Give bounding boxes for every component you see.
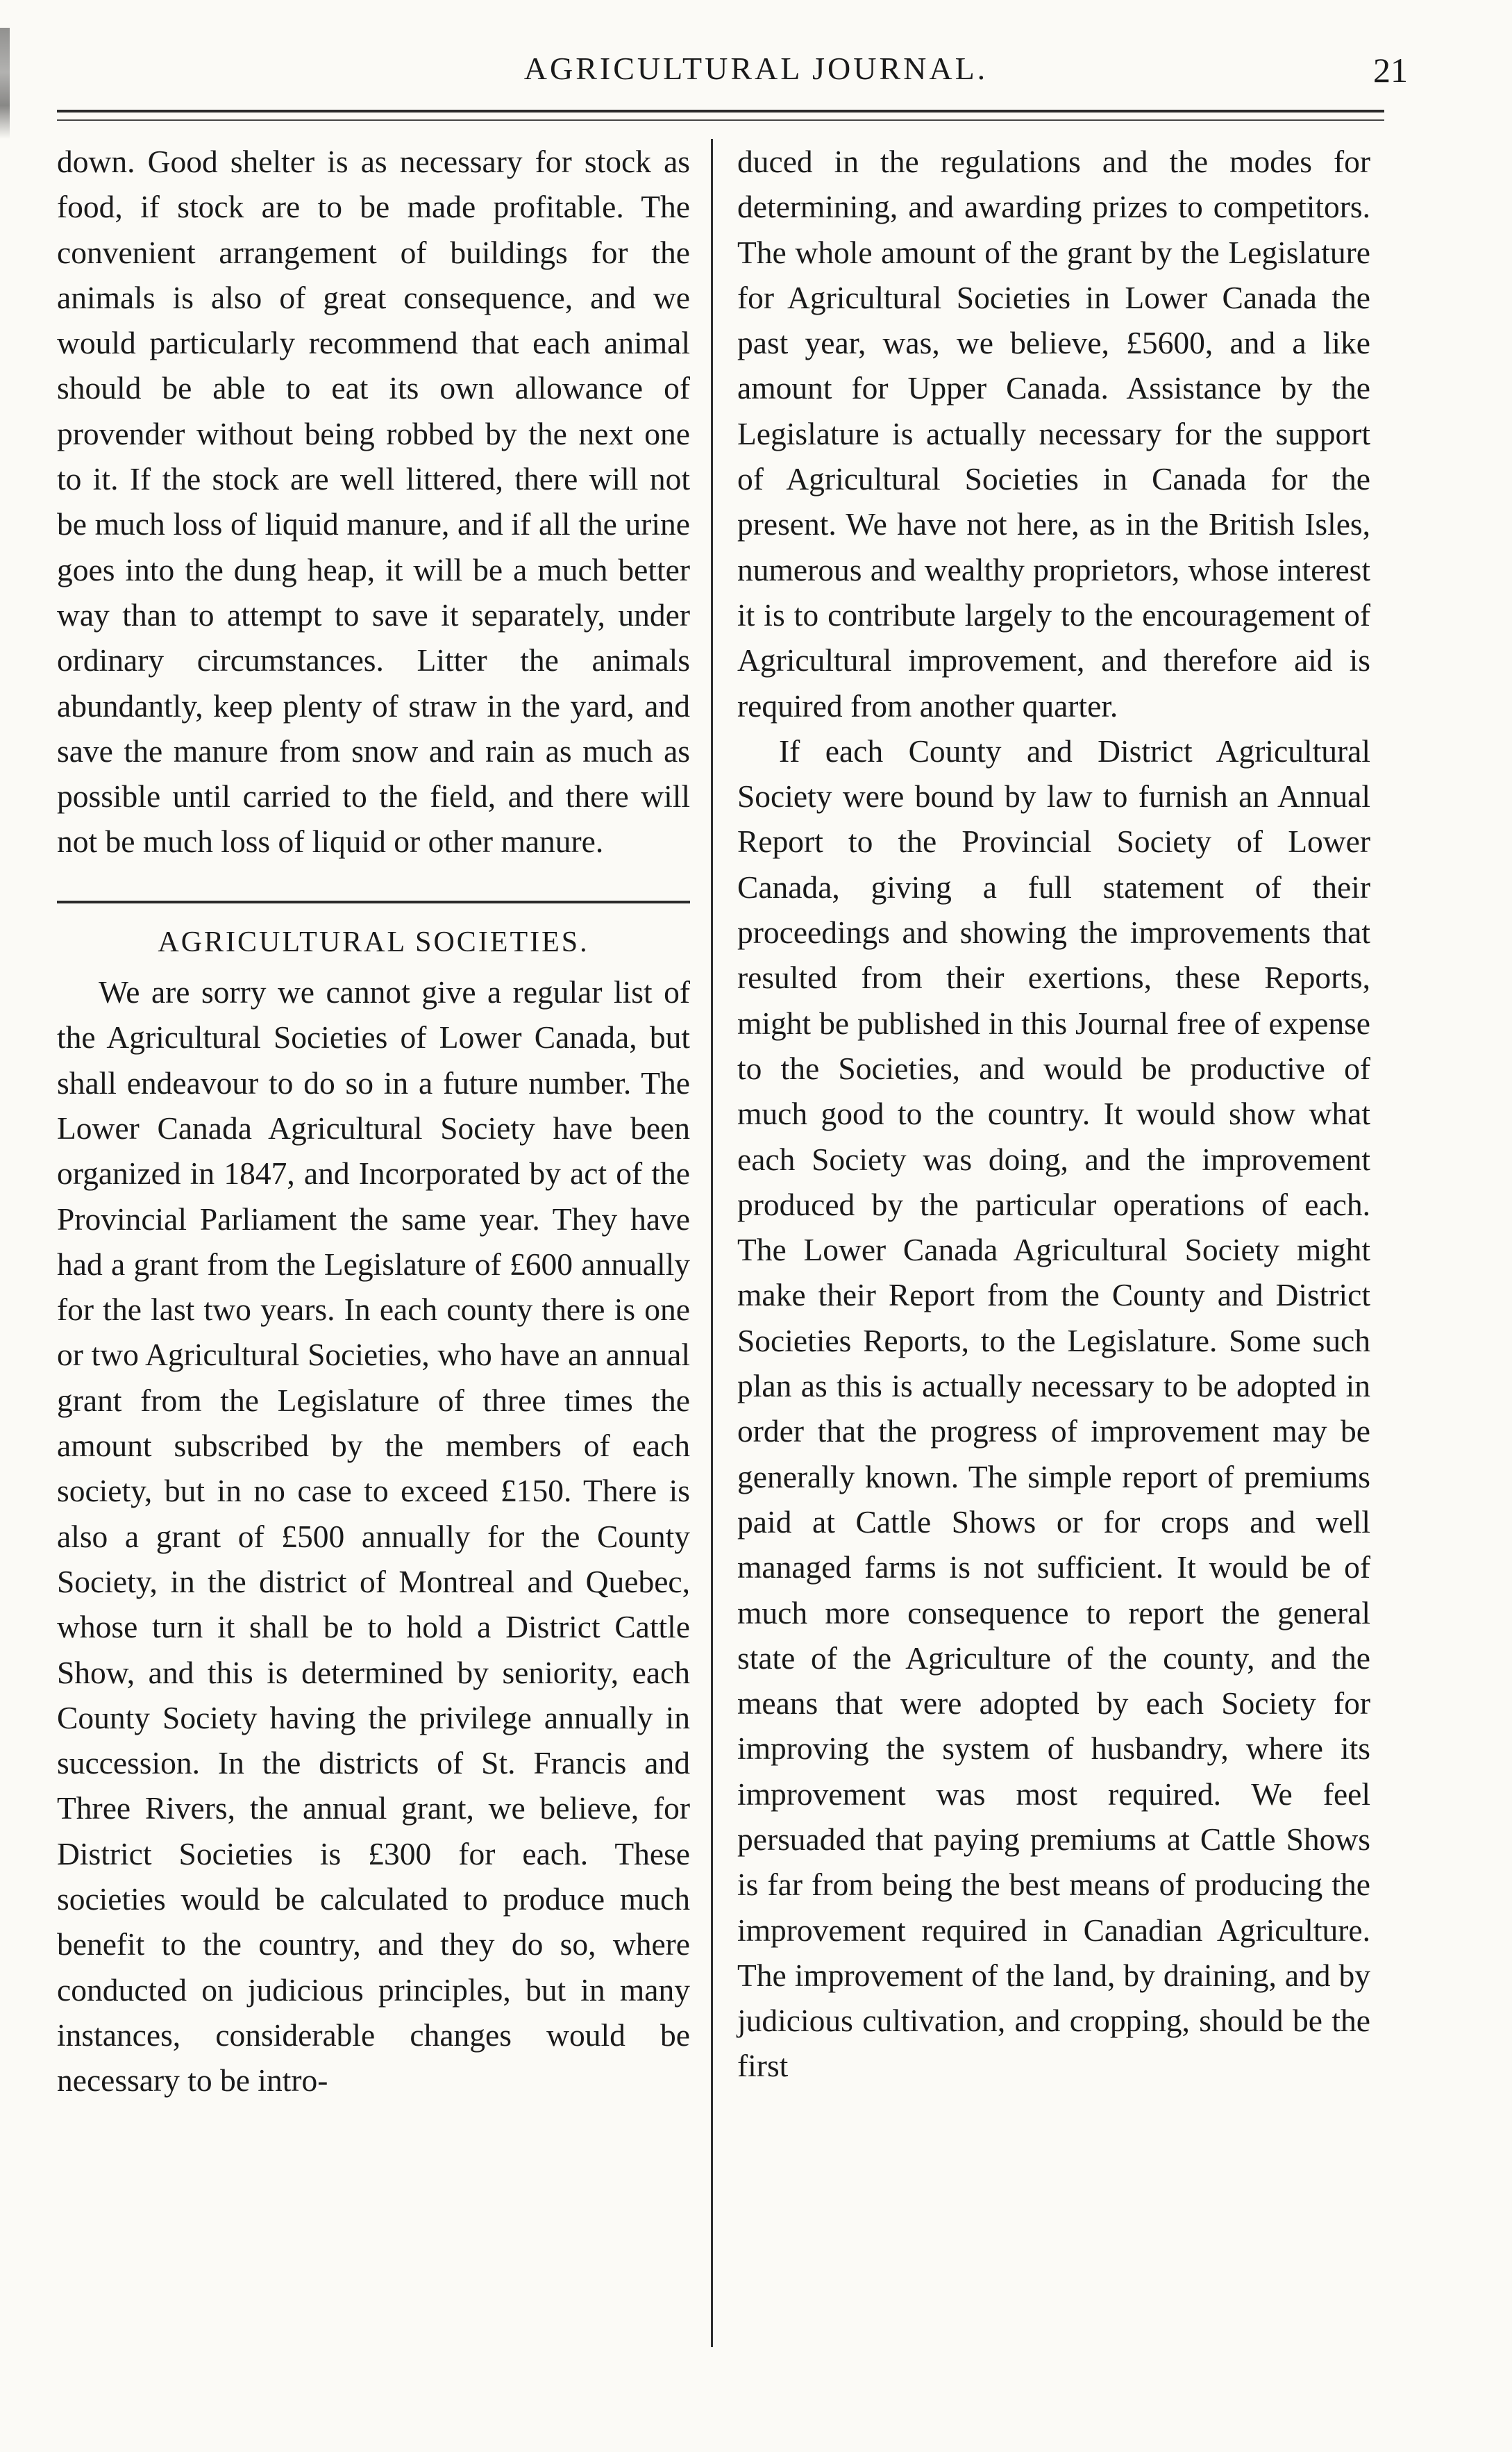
section-divider	[57, 901, 690, 903]
paragraph-reports: If each County and District Agricultural Society were bound by law to furnish an Annual Report to the Provincial Society of Lower Canada, giving a full statement of their proceedings and showing the improvements that resulted from their exertions, these Reports, might be published in this Journal free of expense to the Societies, and would be productive of much good to the country. It would show what each Society was doing, and the improvement produced by the particular operations of each. The Lower Canada Agricultural Society might make their Report from the County and District Societies Reports, to the Legislature. Some such plan as this is actually necessary to be adopted in order that the progress of improvement may be generally known. The simple report of premiums paid at Cattle Shows or for crops and well managed farms is not sufficient. It would be of much more consequence to report the general state of the Agriculture of the county, and the means that were adopted by each Society for improving the system of husbandry, where its improvement was most required. We feel persuaded that paying premiums at Cattle Shows is far from being the best means of producing the improvement required in Canadian Agriculture. The improvement of the land, by draining, and by judicious cultivation, and cropping, should be the first	[737, 733, 1370, 2084]
paragraph-societies: We are sorry we cannot give a regular list of the Agricultural Societies of Lower Canada, but shall endeavour to do so in a future number. The Lower Canada Agricultural Society have been organized in 1847, and Incorporated by act of the Provincial Parliament the same year. They have had a grant from the Legislature of £600 annually for the last two years. In each county there is one or two Agricultural Societies, who have an annual grant from the Legislature of three times the amount subscribed by the members of each society, but in no case to exceed £150. There is also a grant of £500 annually for the County Society, in the district of Montreal and Quebec, whose turn it shall be to hold a District Cattle Show, and this is determined by seniority, each County Society having the privilege annually in succession. In the districts of St. Francis and Three Rivers, the annual grant, we believe, for District Societies is £300 for each. These societies would be calculated to produce much benefit to the country, and they do so, where conducted on judicious principles, but in many instances, considerable changes would be necessary to be intro-	[57, 974, 690, 2099]
header-rule	[57, 110, 1384, 121]
running-head	[0, 50, 1512, 99]
page-number: 21	[1373, 51, 1408, 90]
paragraph-shelter: down. Good shelter is as necessary for stock as food, if stock are to be made profitable. The convenient arrangement of buildings for the animals is also of great consequence, and we would particularly recommend that each animal should be able to eat its own allowance of provender without being robbed by the next one to it. If the stock are well littered, there will not be much loss of liquid manure, and if all the urine goes into the dung heap, it will be a much better way than to attempt to save it separately, under ordinary circumstances. Litter the animals abundantly, keep plenty of straw in the yard, and save the manure from snow and rain as much as possible until carried to the field, and there will not be much loss of liquid or other manure.	[57, 144, 690, 860]
left-column	[57, 139, 690, 2103]
section-title: AGRICULTURAL SOCIETIES.	[158, 926, 589, 958]
column-divider	[711, 139, 713, 2347]
running-title: AGRICULTURAL JOURNAL.	[523, 51, 989, 86]
right-column	[737, 139, 1370, 2089]
paragraph-grants: duced in the regulations and the modes for determining, and awarding prizes to competitors. The whole amount of the grant by the Legislature for Agricultural Societies in Lower Canada the past year, was, we believe, £5600, and a like amount for Upper Canada. Assistance by the Legislature is actually necessary for the support of Agricultural Societies in Canada for the present. We have not here, as in the British Isles, numerous and wealthy proprietors, whose interest it is to contribute largely to the encouragement of Agricultural improvement, and therefore aid is required from another quarter.	[737, 144, 1370, 724]
